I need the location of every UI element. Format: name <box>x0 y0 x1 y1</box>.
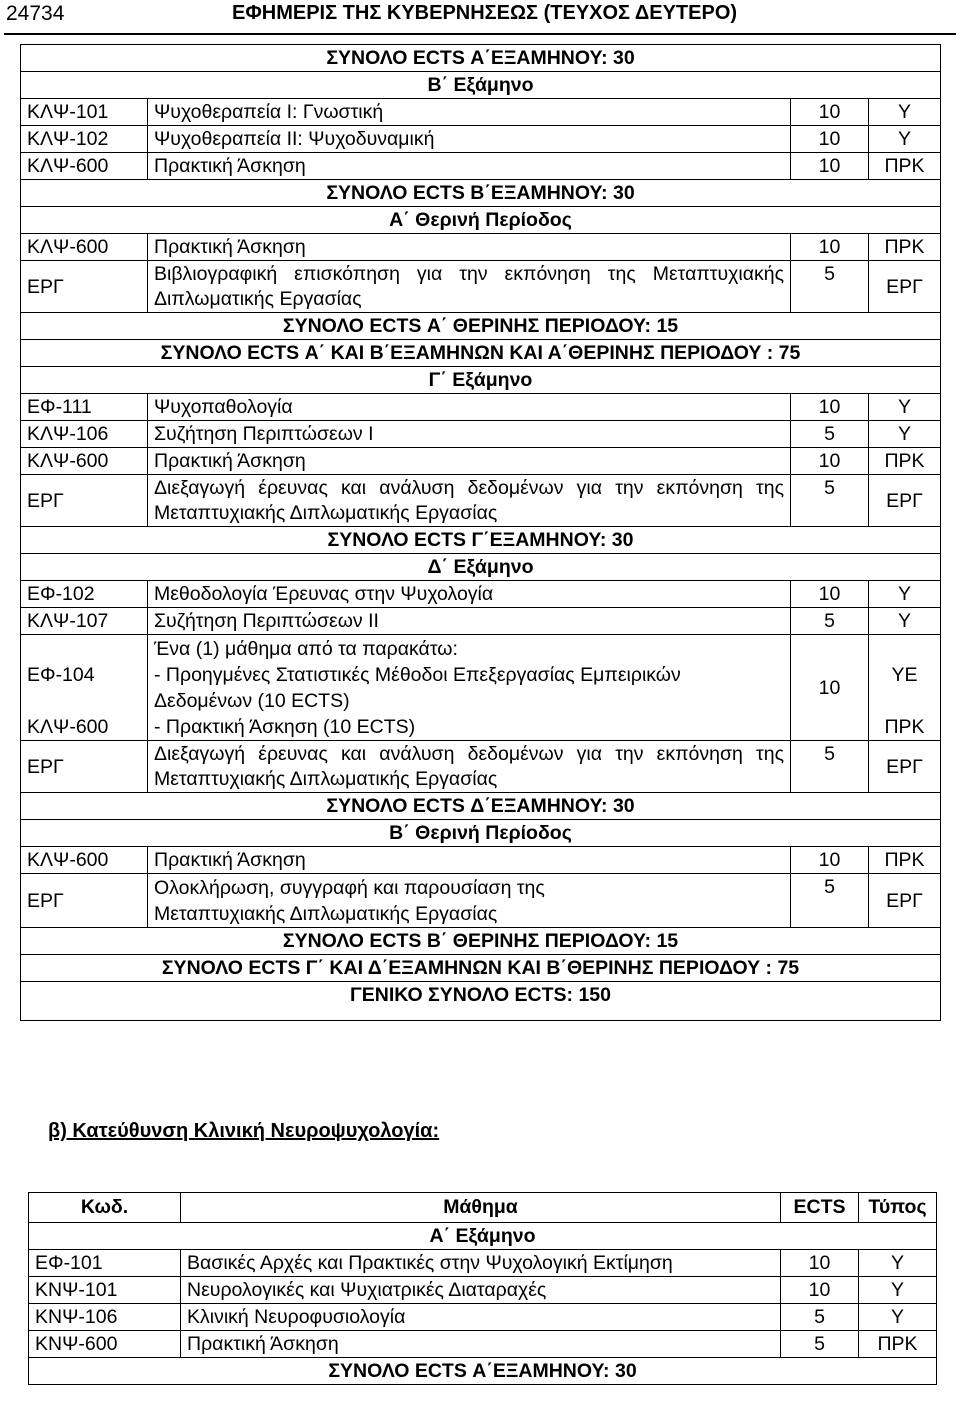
course-code: ΚΛΨ-102 <box>21 126 148 153</box>
course-code: ΚΛΨ-600 <box>21 153 148 180</box>
section-heading-clinical-neuropsychology: β) Κατεύθυνση Κλινική Νευροψυχολογία: <box>48 1120 440 1142</box>
course-title: Συζήτηση Περιπτώσεων Ι <box>148 421 791 448</box>
elective-option-1: - Προηγμένες Στατιστικές Μέθοδοι Επεξεργασίας Εμπειρικών <box>154 664 681 686</box>
header-row <box>29 1193 937 1223</box>
total-d-semester: ΣΥΝΟΛΟ ECTS Δ΄ΕΞΑΜΗΝΟΥ: 30 <box>21 793 941 820</box>
total-a-semester: ΣΥΝΟΛΟ ECTS Α΄ΕΞΑΜΗΝΟΥ: 30 <box>21 45 941 72</box>
course-title: Συζήτηση Περιπτώσεων ΙΙ <box>148 608 791 635</box>
course-type: Υ <box>859 1277 937 1304</box>
elective-type-2: ΠΡΚ <box>884 716 925 738</box>
course-code: ΚΛΨ-107 <box>21 608 148 635</box>
course-title: Διεξαγωγή έρευνας και ανάλυση δεδομένων για την εκπόνηση της Μεταπτυχιακής Διπλωματικής Εργασίας <box>148 475 791 527</box>
course-ects: 5 <box>781 1304 859 1331</box>
course-type: ΕΡΓ <box>869 741 941 793</box>
course-ects: 5 <box>791 475 869 527</box>
total-a-semester-neuro: ΣΥΝΟΛΟ ECTS Α΄ΕΞΑΜΗΝΟΥ: 30 <box>29 1358 937 1385</box>
section-heading-row <box>21 554 941 581</box>
course-title: Ψυχοθεραπεία ΙΙ: Ψυχοδυναμική <box>148 126 791 153</box>
course-ects: 10 <box>791 153 869 180</box>
course-type: ΕΡΓ <box>869 475 941 527</box>
table-row <box>21 394 941 421</box>
semester-d-heading: Δ΄ Εξάμηνο <box>21 554 941 581</box>
course-table-clinical-neuropsychology <box>28 1192 937 1385</box>
table-row <box>21 475 941 527</box>
course-type: ΠΡΚ <box>869 153 941 180</box>
table-row <box>21 234 941 261</box>
table-row <box>21 608 941 635</box>
course-code: ΕΦ-111 <box>21 394 148 421</box>
column-header-type: Τύπος <box>859 1193 937 1223</box>
section-heading-row <box>21 72 941 99</box>
column-header-course: Μάθημα <box>181 1193 781 1223</box>
total-summer-b: ΣΥΝΟΛΟ ECTS Β΄ ΘΕΡΙΝΗΣ ΠΕΡΙΟΔΟΥ: 15 <box>21 928 941 955</box>
course-type: Υ <box>859 1250 937 1277</box>
total-row <box>21 982 941 1021</box>
table-row <box>21 261 941 313</box>
table-row <box>21 741 941 793</box>
elective-description <box>148 635 791 741</box>
table-row <box>29 1304 937 1331</box>
column-header-ects: ECTS <box>781 1193 859 1223</box>
course-title: Πρακτική Άσκηση <box>148 847 791 874</box>
elective-intro: Ένα (1) μάθημα από τα παρακάτω: <box>154 638 458 660</box>
course-ects: 10 <box>791 234 869 261</box>
gazette-title: ΕΦΗΜΕΡΙΣ ΤΗΣ ΚΥΒΕΡΝΗΣΕΩΣ (ΤΕΥΧΟΣ ΔΕΥΤΕΡΟ) <box>232 2 738 24</box>
course-code: ΚΝΨ-600 <box>29 1331 181 1358</box>
course-ects: 10 <box>791 99 869 126</box>
course-title: Μεθοδολογία Έρευνας στην Ψυχολογία <box>148 581 791 608</box>
elective-code-1: ΕΦ-104 <box>27 664 95 686</box>
header-rule <box>4 33 956 35</box>
summer-b-heading: Β΄ Θερινή Περίοδος <box>21 820 941 847</box>
total-row <box>21 340 941 367</box>
course-code: ΚΛΨ-600 <box>21 847 148 874</box>
semester-b-heading: Β΄ Εξάμηνο <box>21 72 941 99</box>
course-type: Υ <box>869 608 941 635</box>
table-row <box>21 847 941 874</box>
course-title: Ψυχοπαθολογία <box>148 394 791 421</box>
course-title: Κλινική Νευροφυσιολογία <box>181 1304 781 1331</box>
total-row <box>21 793 941 820</box>
course-type: ΠΡΚ <box>859 1331 937 1358</box>
course-title: Πρακτική Άσκηση <box>181 1331 781 1358</box>
course-table-clinical-psychology <box>20 44 941 1021</box>
course-title <box>148 874 791 928</box>
course-type: Υ <box>869 421 941 448</box>
total-summer-a: ΣΥΝΟΛΟ ECTS Α΄ ΘΕΡΙΝΗΣ ΠΕΡΙΟΔΟΥ: 15 <box>21 313 941 340</box>
course-ects: 10 <box>791 126 869 153</box>
course-code: ΚΛΨ-101 <box>21 99 148 126</box>
table-row <box>29 1331 937 1358</box>
total-first-year: ΣΥΝΟΛΟ ECTS Α΄ ΚΑΙ Β΄ΕΞΑΜΗΝΩΝ ΚΑΙ Α΄ΘΕΡΙΝΗΣ ΠΕΡΙΟΔΟΥ : 75 <box>21 340 941 367</box>
course-type: Υ <box>859 1304 937 1331</box>
course-ects: 5 <box>791 261 869 313</box>
course-title: Πρακτική Άσκηση <box>148 153 791 180</box>
semester-c-heading: Γ΄ Εξάμηνο <box>21 367 941 394</box>
table-row <box>21 421 941 448</box>
total-row <box>29 1358 937 1385</box>
course-type: ΠΡΚ <box>869 448 941 475</box>
course-ects: 10 <box>791 581 869 608</box>
course-ects: 5 <box>791 608 869 635</box>
summer-a-heading: Α΄ Θερινή Περίοδος <box>21 207 941 234</box>
page-header <box>0 0 960 28</box>
course-ects: 5 <box>781 1331 859 1358</box>
table-row <box>21 448 941 475</box>
course-type: Υ <box>869 581 941 608</box>
table-row <box>21 153 941 180</box>
course-title: Βασικές Αρχές και Πρακτικές στην Ψυχολογική Εκτίμηση <box>181 1250 781 1277</box>
course-ects: 5 <box>791 421 869 448</box>
course-ects: 10 <box>791 394 869 421</box>
course-title: Διεξαγωγή έρευνας και ανάλυση δεδομένων για την εκπόνηση της Μεταπτυχιακής Διπλωματικής Εργασίας <box>148 741 791 793</box>
course-code: ΚΛΨ-106 <box>21 421 148 448</box>
course-ects: 10 <box>791 847 869 874</box>
course-code: ΕΡΓ <box>21 741 148 793</box>
course-type: ΠΡΚ <box>869 847 941 874</box>
course-code: ΚΝΨ-106 <box>29 1304 181 1331</box>
table-row <box>29 1250 937 1277</box>
course-type: Υ <box>869 99 941 126</box>
elective-option-1-cont: Δεδομένων (10 ECTS) <box>154 690 350 712</box>
elective-ects: 10 <box>791 635 869 741</box>
course-ects: 5 <box>791 874 869 928</box>
course-code: ΕΡΓ <box>21 874 148 928</box>
course-ects: 5 <box>791 741 869 793</box>
table-row <box>21 874 941 928</box>
total-row <box>21 527 941 554</box>
total-row <box>21 955 941 982</box>
course-title: Ψυχοθεραπεία Ι: Γνωστική <box>148 99 791 126</box>
course-ects: 10 <box>791 448 869 475</box>
course-ects: 10 <box>781 1277 859 1304</box>
elective-codes <box>21 635 148 741</box>
table-row <box>21 99 941 126</box>
course-title: Βιβλιογραφική επισκόπηση για την εκπόνηση της Μεταπτυχιακής Διπλωματικής Εργασίας <box>148 261 791 313</box>
course-code: ΕΦ-102 <box>21 581 148 608</box>
course-type: ΕΡΓ <box>869 874 941 928</box>
semester-a-heading: Α΄ Εξάμηνο <box>29 1223 937 1250</box>
total-c-semester: ΣΥΝΟΛΟ ECTS Γ΄ΕΞΑΜΗΝΟΥ: 30 <box>21 527 941 554</box>
table-row <box>21 581 941 608</box>
elective-choice-row <box>21 635 941 741</box>
course-code: ΚΛΨ-600 <box>21 448 148 475</box>
elective-code-2: ΚΛΨ-600 <box>27 716 109 738</box>
course-type: ΠΡΚ <box>869 234 941 261</box>
total-second-year: ΣΥΝΟΛΟ ECTS Γ΄ ΚΑΙ Δ΄ΕΞΑΜΗΝΩΝ ΚΑΙ Β΄ΘΕΡΙΝΗΣ ΠΕΡΙΟΔΟΥ : 75 <box>21 955 941 982</box>
course-code: ΕΡΓ <box>21 261 148 313</box>
section-heading-row <box>21 367 941 394</box>
elective-types <box>869 635 941 741</box>
total-row <box>21 313 941 340</box>
course-code: ΕΦ-101 <box>29 1250 181 1277</box>
section-heading-row <box>21 207 941 234</box>
total-b-semester: ΣΥΝΟΛΟ ECTS Β΄ΕΞΑΜΗΝΟΥ: 30 <box>21 180 941 207</box>
course-code: ΕΡΓ <box>21 475 148 527</box>
table-row <box>29 1277 937 1304</box>
course-ects: 10 <box>781 1250 859 1277</box>
section-heading-row <box>29 1223 937 1250</box>
page-number: 24734 <box>6 2 65 25</box>
course-title: Νευρολογικές και Ψυχιατρικές Διαταραχές <box>181 1277 781 1304</box>
course-type: Υ <box>869 126 941 153</box>
section-heading-row <box>21 820 941 847</box>
course-code: ΚΛΨ-600 <box>21 234 148 261</box>
total-row <box>21 45 941 72</box>
course-type: ΕΡΓ <box>869 261 941 313</box>
column-header-code: Κωδ. <box>29 1193 181 1223</box>
table-row <box>21 126 941 153</box>
elective-option-2: - Πρακτική Άσκηση (10 ECTS) <box>154 716 416 738</box>
course-title: Πρακτική Άσκηση <box>148 234 791 261</box>
overall-total: ΓΕΝΙΚΟ ΣΥΝΟΛΟ ECTS: 150 <box>21 982 941 1021</box>
course-title-line: Ολοκλήρωση, συγγραφή και παρουσίαση της <box>154 877 545 899</box>
course-type: Υ <box>869 394 941 421</box>
total-row <box>21 928 941 955</box>
course-title: Πρακτική Άσκηση <box>148 448 791 475</box>
course-title-line: Μεταπτυχιακής Διπλωματικής Εργασίας <box>154 903 498 925</box>
total-row <box>21 180 941 207</box>
course-code: ΚΝΨ-101 <box>29 1277 181 1304</box>
elective-type-1: ΥΕ <box>891 664 918 686</box>
